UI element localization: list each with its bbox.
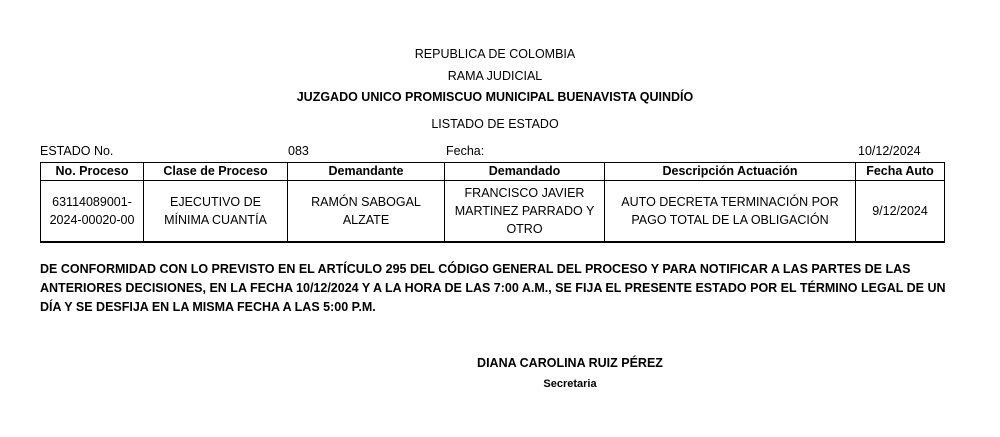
col-header-demandado: Demandado — [445, 163, 605, 181]
cell-descripcion: AUTO DECRETA TERMINACIÓN POR PAGO TOTAL DE LA OBLIGACIÓN — [605, 181, 856, 243]
fecha-value: 10/12/2024 — [858, 144, 921, 158]
col-header-demandante: Demandante — [288, 163, 445, 181]
table-row — [41, 181, 945, 243]
fecha-label: Fecha: — [446, 144, 485, 158]
cell-demandado: FRANCISCO JAVIER MARTINEZ PARRADO Y OTRO — [445, 181, 605, 243]
col-header-fecha-auto: Fecha Auto — [856, 163, 945, 181]
list-title: LISTADO DE ESTADO — [431, 117, 559, 131]
cell-fecha-auto: 9/12/2024 — [856, 181, 945, 243]
signer-name: DIANA CAROLINA RUIZ PÉREZ — [477, 356, 663, 370]
court-name: JUZGADO UNICO PROMISCUO MUNICIPAL BUENAVISTA QUINDÍO — [296, 90, 694, 104]
table-header-row — [41, 163, 945, 181]
col-header-proceso: No. Proceso — [41, 163, 144, 181]
cell-proceso: 63114089001-2024-00020-00 — [41, 181, 144, 243]
cell-demandante: RAMÓN SABOGAL ALZATE — [288, 181, 445, 243]
signer-title: Secretaria — [543, 378, 597, 390]
col-header-descripcion: Descripción Actuación — [605, 163, 856, 181]
header-branch: RAMA JUDICIAL — [447, 69, 543, 83]
estado-label: ESTADO No. — [40, 144, 114, 158]
estado-number: 083 — [288, 144, 309, 158]
estado-table — [40, 162, 945, 243]
cell-clase: EJECUTIVO DE MÍNIMA CUANTÍA — [144, 181, 288, 243]
col-header-clase: Clase de Proceso — [144, 163, 288, 181]
legal-notice: DE CONFORMIDAD CON LO PREVISTO EN EL ARTÍCULO 295 DEL CÓDIGO GENERAL DEL PROCESO Y PARA NOTIFICAR A LAS PARTES DE LAS ANTERIORES DECISIONES, EN LA FECHA 10/12/2024 Y A LA HORA DE LAS 7:00 A.M., SE FIJA EL PRESENTE ESTADO POR EL TÉRMINO LEGAL DE UN DÍA Y SE DESFIJA EN LA MISMA FECHA A LAS 5:00 P.M. — [40, 262, 946, 314]
header-country: REPUBLICA DE COLOMBIA — [414, 47, 576, 61]
